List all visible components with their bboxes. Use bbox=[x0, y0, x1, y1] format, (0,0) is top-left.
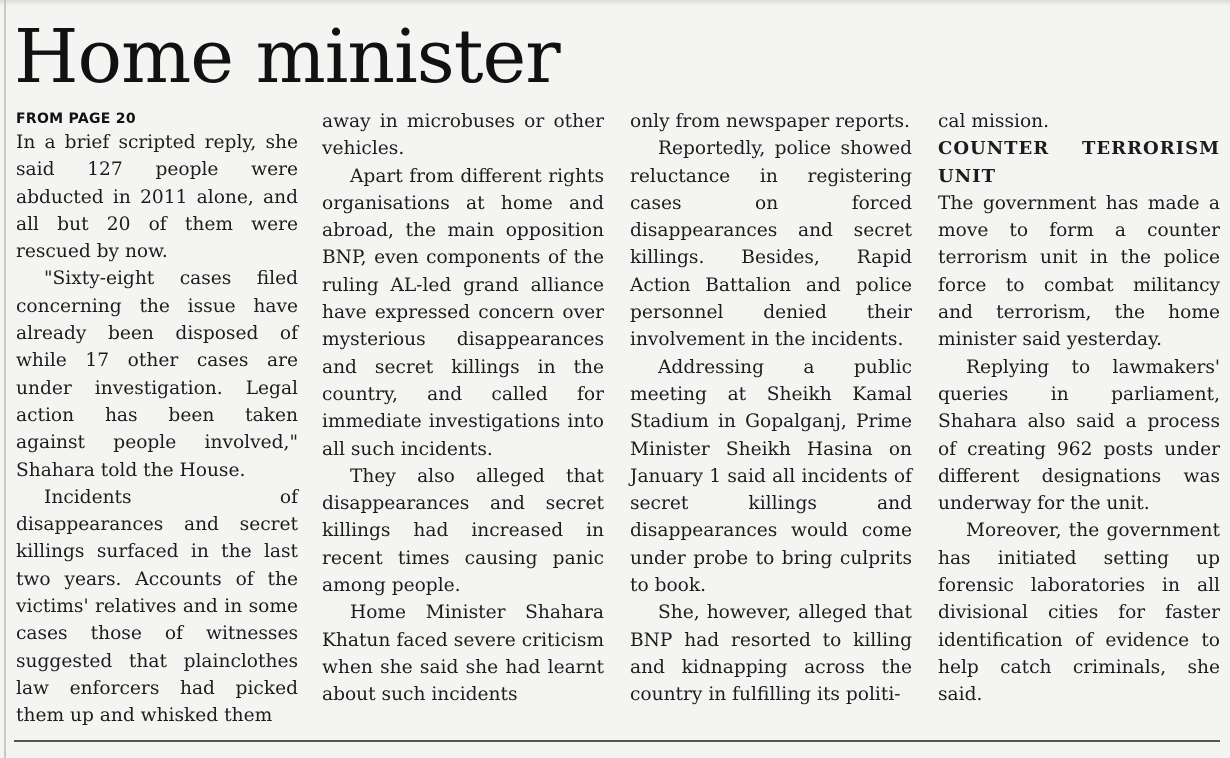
paragraph: Apart from different rights organisations at home and abroad, the main opposition BNP, even components of the ruling AL-led grand alliance have expressed concern over mysterious disappearances and secret killings in the country, and called for immediate investigations into all such incidents. bbox=[322, 165, 604, 460]
article-column-2 bbox=[322, 108, 604, 709]
paragraph: "Sixty-eight cases filed concerning the issue have already been disposed of while 17 other cases are under investigation. Legal action has been taken against people involved," Shahara told the House. bbox=[16, 268, 298, 481]
paragraph: cal mission. bbox=[938, 111, 1050, 132]
article-column-4 bbox=[938, 108, 1220, 709]
paragraph: Home Minister Shahara Khatun faced severe criticism when she said she had learnt about such incidents bbox=[322, 602, 604, 706]
paragraph: Reportedly, police showed reluctance in registering cases on forced disappearances and secret killings. Besides, Rapid Action Battalion and police personnel denied their involvement in the incidents. bbox=[630, 138, 912, 351]
paragraph: away in microbuses or other vehicles. bbox=[322, 111, 604, 160]
paragraph: Incidents of disappearances and secret killings surfaced in the last two years. Accounts of the victims' relatives and in some cases those of witnesses suggested that plainclothes law enforcers had picked them up and whisked them bbox=[16, 486, 298, 727]
paragraph: Moreover, the government has initiated setting up forensic laboratories in all divisional cities for faster identification of evidence to help catch criminals, she said. bbox=[938, 520, 1220, 706]
clipping-top-edge bbox=[0, 0, 1230, 6]
paragraph: They also alleged that disappearances and secret killings had increased in recent times causing panic among people. bbox=[322, 465, 604, 597]
paragraph: She, however, alleged that BNP had resorted to killing and kidnapping across the country in fulfilling its politi- bbox=[630, 602, 912, 706]
article-headline: Home minister bbox=[14, 14, 560, 100]
continuation-kicker: FROM PAGE 20 bbox=[16, 111, 136, 127]
paragraph: The government has made a move to form a counter terrorism unit in the police force to combat militancy and terrorism, the home minister said yesterday. bbox=[938, 192, 1220, 351]
article-column-3 bbox=[630, 108, 912, 709]
clipping-left-edge bbox=[4, 0, 6, 758]
paragraph: Addressing a public meeting at Sheikh Kamal Stadium in Gopalganj, Prime Minister Sheikh Hasina on January 1 said all incidents of secret killings and disappearances would come under probe to bring culprits to book. bbox=[630, 356, 912, 597]
paragraph: only from newspaper reports. bbox=[630, 111, 910, 132]
paragraph: In a brief scripted reply, she said 127 people were abducted in 2011 alone, and all but 20 of them were rescued by now. bbox=[16, 132, 298, 263]
bottom-divider bbox=[14, 740, 1220, 742]
paragraph: Replying to lawmakers' queries in parliament, Shahara also said a process of creating 962 posts under different designations was underway for the unit. bbox=[938, 356, 1220, 515]
section-subheading: COUNTER TERRORISM UNIT bbox=[938, 138, 1220, 187]
article-column-1 bbox=[16, 108, 298, 730]
